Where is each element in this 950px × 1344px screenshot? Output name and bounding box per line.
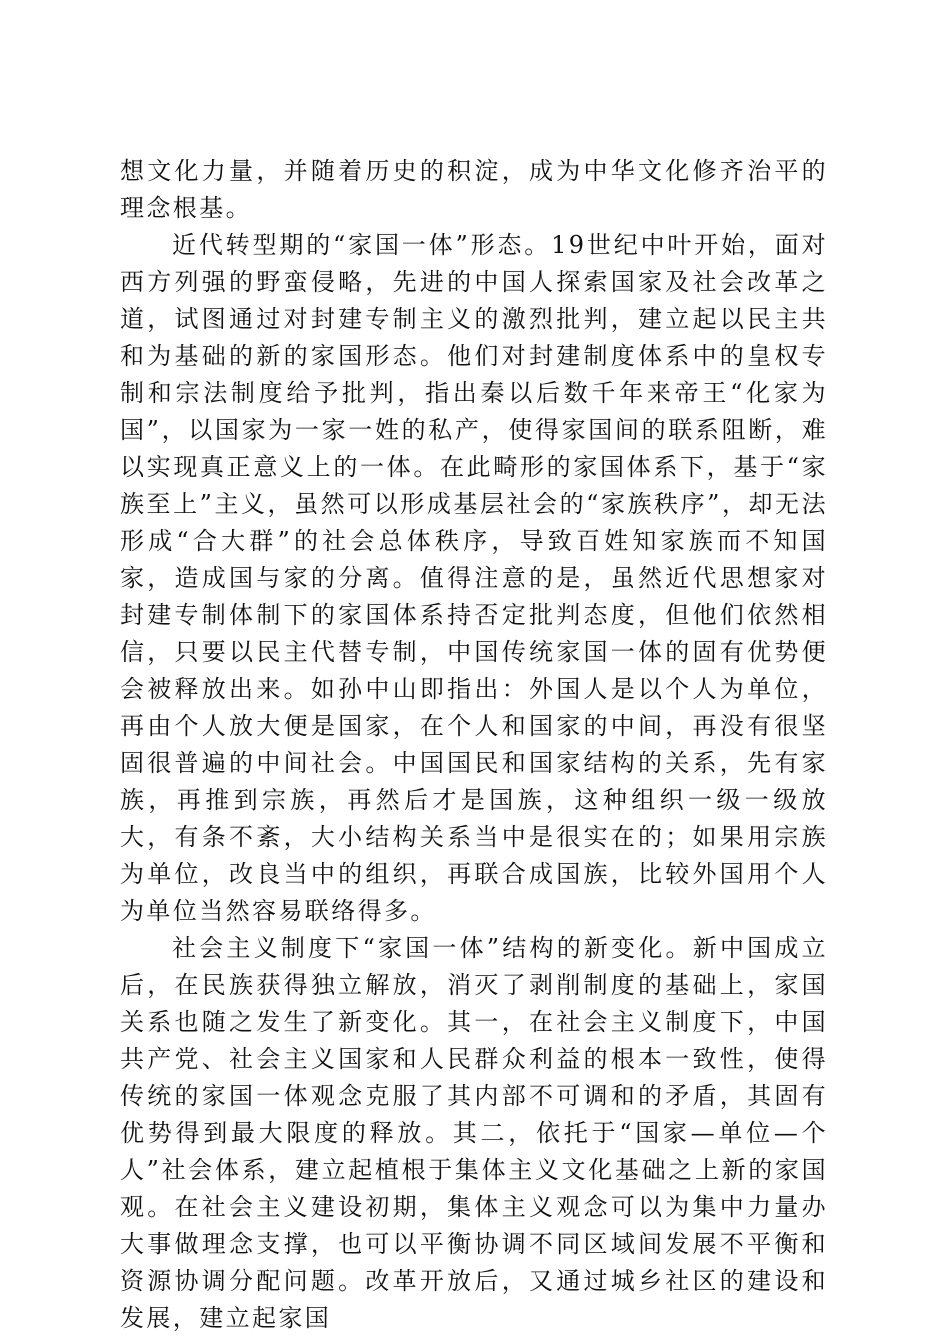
paragraph-socialist-system: 社会主义制度下“家国一体”结构的新变化。新中国成立后，在民族获得独立解放，消灭了剥削制度的基础上，家国关系也随之发生了新变化。其一，在社会主义制度下，中国共产党、社会主义国家和人民群众利益的根本一致性，使得传统的家国一体观念克服了其内部不可调和的矛盾，其固有优势得到最大限度的释放。其二，依托于“国家—单位—个人”社会体系，建立起植根于集体主义文化基础之上新的家国观。在社会主义建设初期，集体主义观念可以为集中力量办大事做理念支撑，也可以平衡协调不同区域间发展不平衡和资源协调分配问题。改革开放后，又通过城乡社区的建设和发展，建立起家国 — [120, 934, 828, 1332]
paragraph-continued: 想文化力量，并随着历史的积淀，成为中华文化修齐治平的理念根基。 — [120, 157, 828, 222]
paragraph-modern-transition: 近代转型期的“家国一体”形态。19世纪中叶开始，面对西方列强的野蛮侵略，先进的中国人探索国家及社会改革之道，试图通过对封建专制主义的激烈批判，建立起以民主共和为基础的新的家国形态。他们对封建制度体系中的皇权专制和宗法制度给予批判，指出秦以后数千年来帝王“化家为国”，以国家为一家一姓的私产，使得家国间的联系阻断，难以实现真正意义上的一体。在此畸形的家国体系下，基于“家族至上”主义，虽然可以形成基层社会的“家族秩序”，却无法形成“合大群”的社会总体秩序，导致百姓知家族而不知国家，造成国与家的分离。值得注意的是，虽然近代思想家对封建专制体制下的家国体系持否定批判态度，但他们依然相信，只要以民主代替专制，中国传统家国一体的固有优势便会被释放出来。如孙中山即指出：外国人是以个人为单位，再由个人放大便是国家，在个人和国家的中间，再没有很坚固很普遍的中间社会。中国国民和国家结构的关系，先有家族，再推到宗族，再然后才是国族，这种组织一级一级放大，有条不紊，大小结构关系当中是很实在的；如果用宗族为单位，改良当中的组织，再联合成国族，比较外国用个人为单位当然容易联络得多。 — [120, 231, 828, 925]
